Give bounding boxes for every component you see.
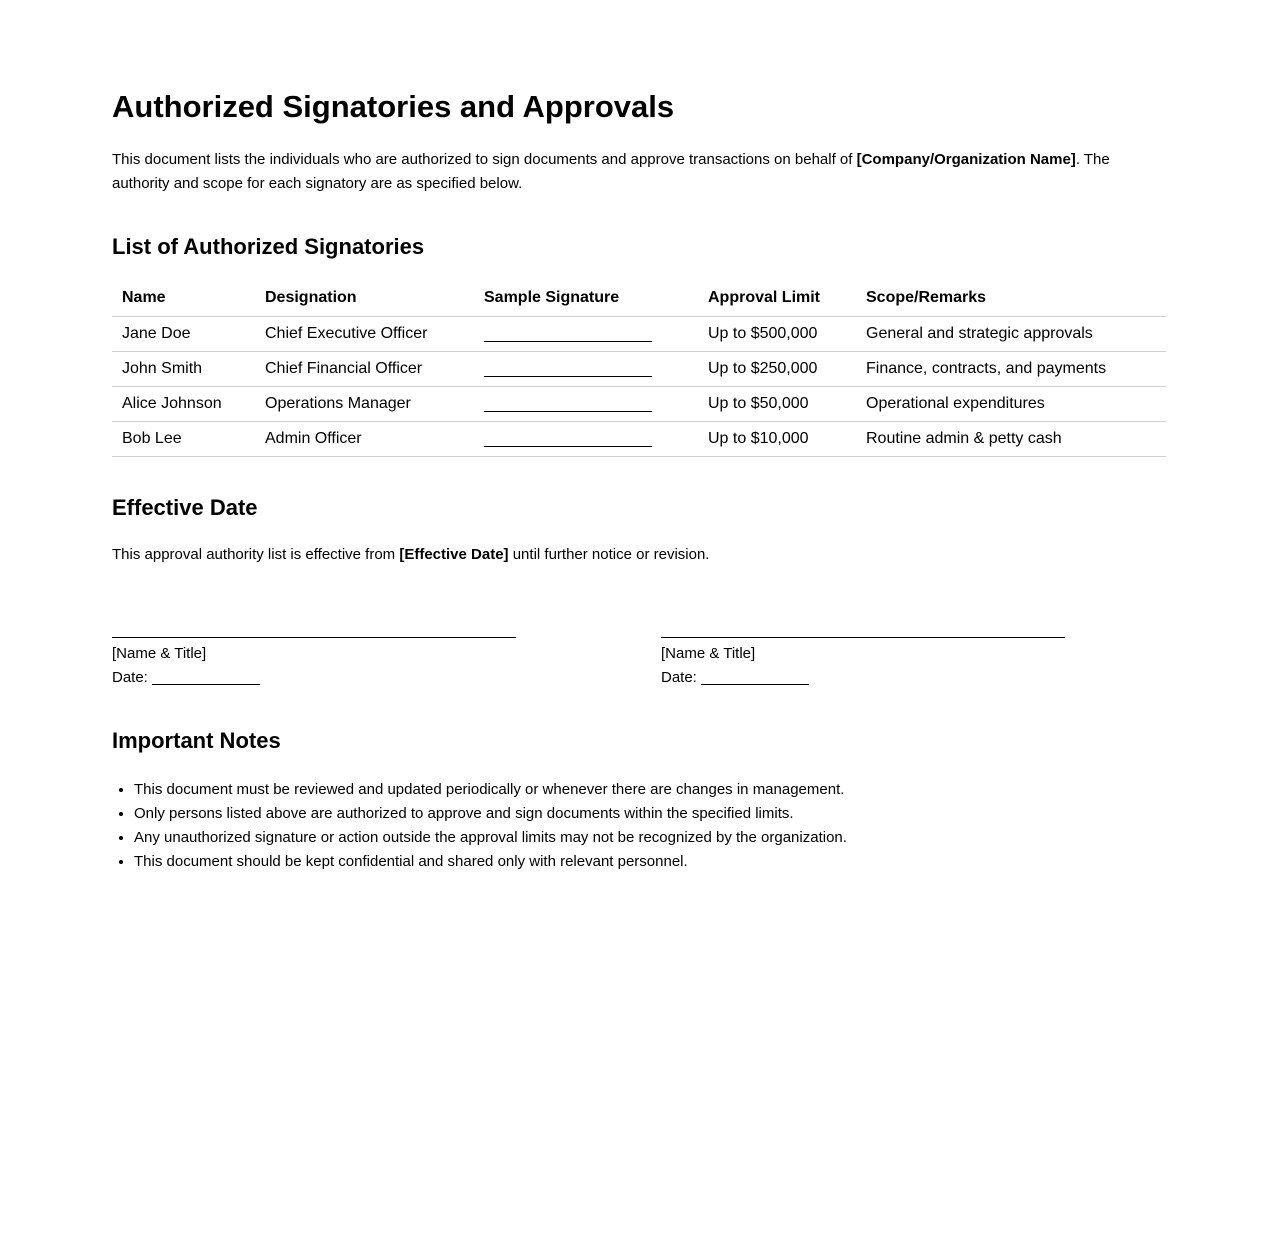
intro-text-after: . The authority and scope for each signatory are as specified below. [112, 151, 1110, 192]
signatory-name: Jane Doe [112, 317, 255, 352]
signatories-heading: List of Authorized Signatories [112, 234, 425, 259]
signoff-date-label: Date: [112, 669, 148, 686]
scope-remarks: Routine admin & petty cash [856, 422, 1166, 457]
column-header-name: Name [112, 280, 255, 317]
column-header-approval-limit: Approval Limit [698, 280, 856, 317]
signoff-signature-line [661, 637, 1065, 638]
approval-limit: Up to $10,000 [698, 422, 856, 457]
signoff-block-left [112, 637, 516, 690]
signoff-name-title: [Name & Title] [112, 645, 207, 662]
approval-limit: Up to $50,000 [698, 387, 856, 422]
signatories-table [112, 280, 1166, 457]
effective-text-before: This approval authority list is effective from [112, 546, 400, 563]
page-title: Authorized Signatories and Approvals [112, 89, 675, 124]
table-row [112, 387, 1166, 422]
column-header-scope: Scope/Remarks [856, 280, 1166, 317]
signoff-date-line [152, 684, 260, 685]
approval-limit: Up to $500,000 [698, 317, 856, 352]
scope-remarks: General and strategic approvals [856, 317, 1166, 352]
intro-text-before: This document lists the individuals who are authorized to sign documents and approve transactions on behalf of [112, 151, 857, 168]
list-item: • Only persons listed above are authorized to approve and sign documents within the specified limits. [134, 802, 847, 826]
signoff-date-row [661, 666, 1065, 690]
signoff-name-title: [Name & Title] [661, 645, 756, 662]
table-row [112, 352, 1166, 387]
signatory-designation: Chief Executive Officer [255, 317, 474, 352]
scope-remarks: Operational expenditures [856, 387, 1166, 422]
signoff-signature-line [112, 637, 516, 638]
signature-line [484, 376, 652, 377]
signature-cell [474, 387, 698, 422]
signature-cell [474, 352, 698, 387]
important-notes-list [112, 778, 847, 874]
signoff-date-label: Date: [661, 669, 697, 686]
list-item: • Any unauthorized signature or action outside the approval limits may not be recognized by the organization. [134, 826, 847, 850]
company-placeholder: [Company/Organization Name] [856, 151, 1076, 168]
signature-cell [474, 422, 698, 457]
effective-date-heading: Effective Date [112, 495, 258, 520]
effective-date-paragraph [112, 543, 709, 567]
signature-line [484, 411, 652, 412]
signoff-block-right [661, 637, 1065, 690]
signatory-name: John Smith [112, 352, 255, 387]
approval-limit: Up to $250,000 [698, 352, 856, 387]
important-notes-heading: Important Notes [112, 728, 281, 753]
column-header-sample-signature: Sample Signature [474, 280, 698, 317]
signature-cell [474, 317, 698, 352]
signature-line [484, 446, 652, 447]
effective-date-placeholder: [Effective Date] [399, 546, 509, 563]
signatory-designation: Chief Financial Officer [255, 352, 474, 387]
list-item: • This document must be reviewed and updated periodically or whenever there are changes in management. [134, 778, 847, 802]
column-header-designation: Designation [255, 280, 474, 317]
signoff-date-row [112, 666, 516, 690]
signatory-designation: Operations Manager [255, 387, 474, 422]
table-header-row [112, 280, 1166, 317]
signatory-designation: Admin Officer [255, 422, 474, 457]
list-item: • This document should be kept confidential and shared only with relevant personnel. [134, 850, 847, 874]
table-row [112, 317, 1166, 352]
signatory-name: Bob Lee [112, 422, 255, 457]
intro-paragraph [112, 148, 1122, 196]
signature-line [484, 341, 652, 342]
signatory-name: Alice Johnson [112, 387, 255, 422]
effective-text-after: until further notice or revision. [508, 546, 710, 563]
scope-remarks: Finance, contracts, and payments [856, 352, 1166, 387]
signoff-date-line [701, 684, 809, 685]
table-row [112, 422, 1166, 457]
